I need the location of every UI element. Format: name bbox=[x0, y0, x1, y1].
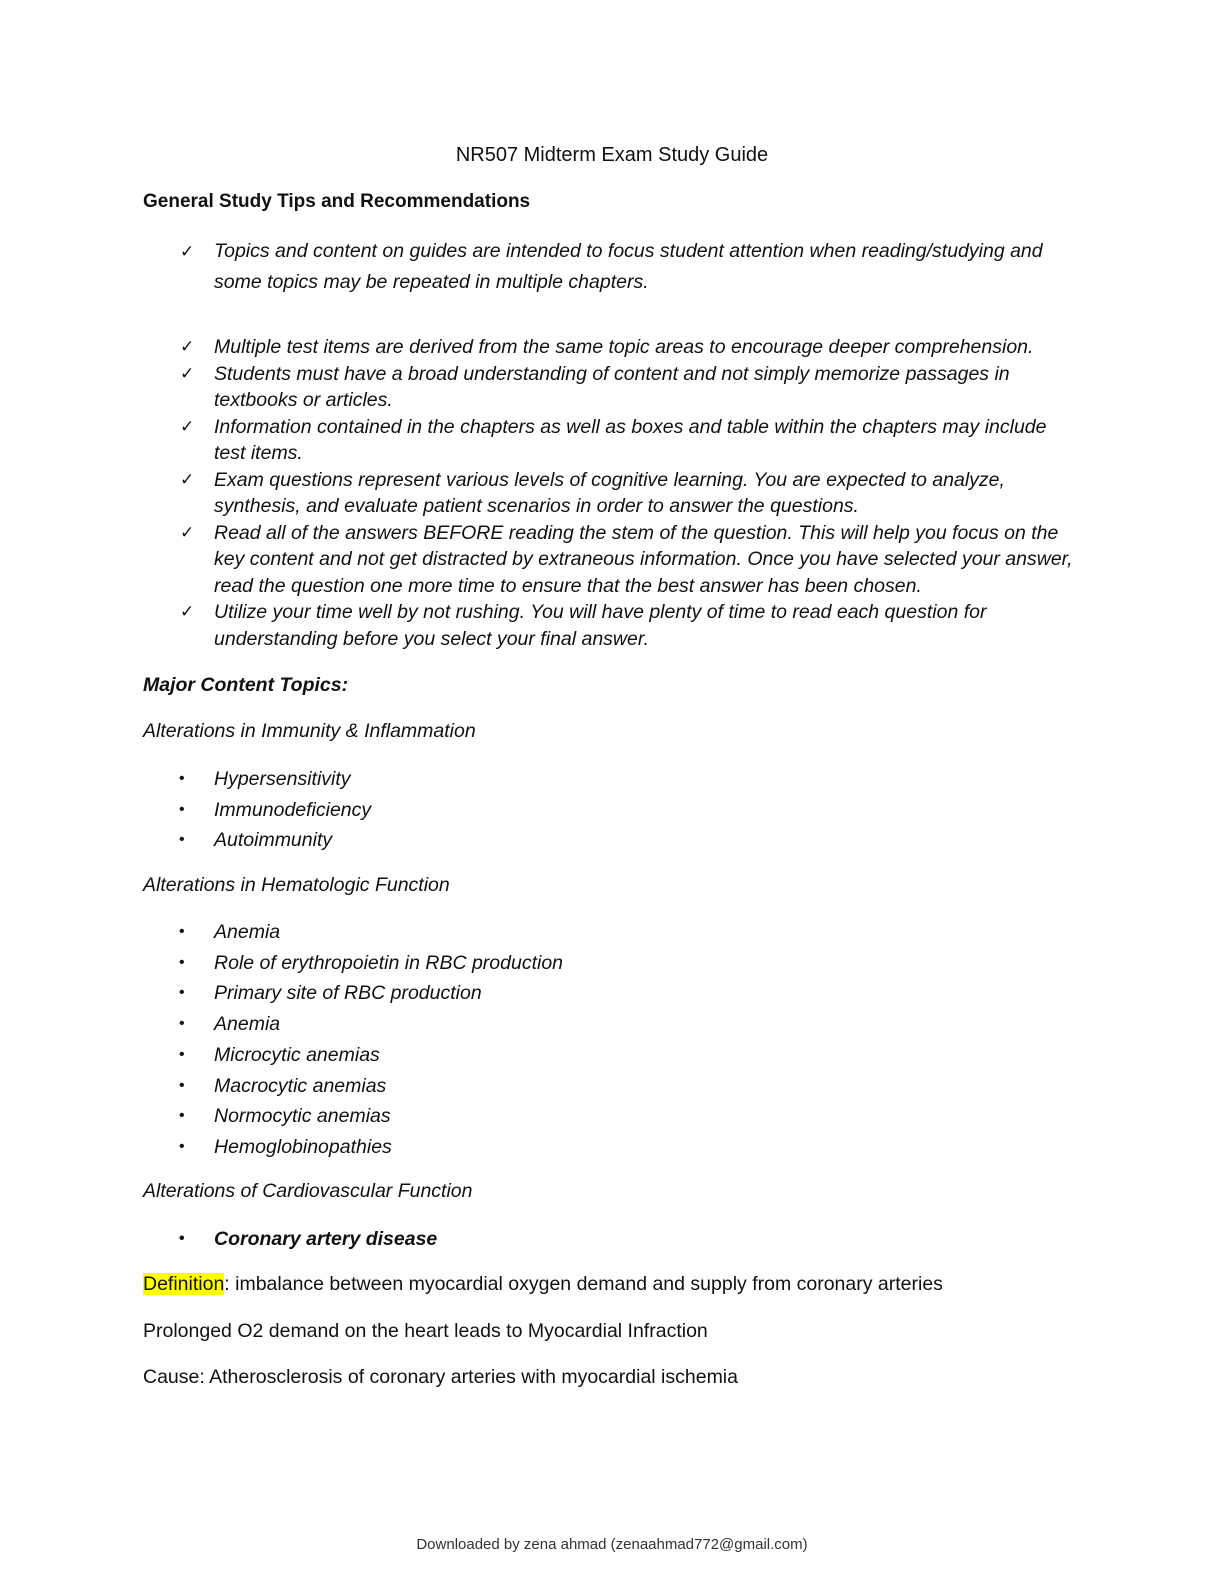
bullet-icon: • bbox=[179, 1015, 185, 1033]
list-item: • Normocytic anemias bbox=[143, 1101, 563, 1132]
bullet-icon: • bbox=[179, 1107, 185, 1125]
general-tips-heading: General Study Tips and Recommendations bbox=[143, 191, 531, 212]
hematologic-list bbox=[143, 917, 563, 1163]
tip-item: ✓ Exam questions represent various levels of cognitive learning. You are expected to analyze, synthesis, and evaluate patient scenarios in order to answer the questions. bbox=[180, 468, 1005, 517]
list-item: • Autoimmunity bbox=[143, 825, 371, 856]
bullet-icon: • bbox=[179, 800, 185, 818]
checkmark-icon: ✓ bbox=[180, 337, 195, 356]
document-title: NR507 Midterm Exam Study Guide bbox=[455, 144, 769, 166]
bullet-icon: • bbox=[179, 1230, 185, 1247]
list-item: • Immunodeficiency bbox=[143, 795, 371, 826]
list-item: • Coronary artery disease bbox=[143, 1224, 437, 1255]
immunity-list bbox=[143, 764, 371, 856]
definition-text: : imbalance between myocardial oxygen demand and supply from coronary arteries bbox=[224, 1273, 943, 1295]
tips-list bbox=[143, 236, 1083, 652]
list-item: • Anemia bbox=[143, 1009, 563, 1040]
list-item: • Hypersensitivity bbox=[143, 764, 371, 795]
list-item: • Microcytic anemias bbox=[143, 1040, 563, 1071]
tip-item: ✓ Topics and content on guides are intended to focus student attention when reading/studying and some topics may be repeated in multiple chapters. bbox=[143, 236, 1083, 298]
list-item: • Anemia bbox=[143, 917, 563, 948]
bullet-icon: • bbox=[179, 1137, 185, 1155]
hematologic-section-heading: Alterations in Hematologic Function bbox=[143, 874, 450, 896]
list-item: • Macrocytic anemias bbox=[143, 1071, 563, 1102]
bullet-icon: • bbox=[179, 923, 185, 940]
tip-item: ✓ Read all of the answers BEFORE reading the stem of the question. This will help you focus on the key content and not get distracted by extraneous information. Once you have selected your answer, read the question one more time to ensure that the best answer has been chosen. bbox=[180, 521, 1073, 597]
checkmark-icon: ✓ bbox=[180, 522, 195, 542]
cardio-section-heading: Alterations of Cardiovascular Function bbox=[143, 1180, 473, 1202]
bullet-icon: • bbox=[179, 1045, 185, 1063]
immunity-section-heading: Alterations in Immunity & Inflammation bbox=[143, 720, 476, 742]
cause-paragraph: Cause: Atherosclerosis of coronary arteries with myocardial ischemia bbox=[143, 1366, 738, 1388]
tip-item: ✓ Students must have a broad understanding of content and not simply memorize passages in textbooks or articles. bbox=[180, 362, 1010, 411]
bullet-icon: • bbox=[179, 1076, 185, 1094]
checkmark-icon: ✓ bbox=[180, 469, 195, 489]
bullet-icon: • bbox=[179, 770, 185, 787]
definition-label: Definition bbox=[143, 1273, 225, 1295]
list-item: • Role of erythropoietin in RBC production bbox=[143, 948, 563, 979]
definition-paragraph bbox=[143, 1273, 943, 1296]
download-footer: Downloaded by zena ahmad (zenaahmad772@gmail.com) bbox=[416, 1536, 808, 1553]
list-item: • Primary site of RBC production bbox=[143, 978, 563, 1009]
bullet-icon: • bbox=[179, 831, 185, 849]
prolonged-demand-paragraph: Prolonged O2 demand on the heart leads to Myocardial Infraction bbox=[143, 1320, 708, 1342]
tip-item: ✓ Utilize your time well by not rushing. You will have plenty of time to read each question for understanding before you select your final answer. bbox=[180, 601, 987, 650]
tip-item: ✓ Multiple test items are derived from the same topic areas to encourage deeper comprehension. bbox=[143, 334, 1083, 361]
tip-item: ✓ Information contained in the chapters as well as boxes and table within the chapters may include test items. bbox=[180, 415, 1047, 464]
checkmark-icon: ✓ bbox=[180, 602, 195, 621]
checkmark-icon: ✓ bbox=[180, 242, 195, 261]
cardio-list bbox=[143, 1224, 437, 1255]
major-topics-heading: Major Content Topics: bbox=[143, 674, 349, 696]
checkmark-icon: ✓ bbox=[180, 416, 195, 436]
checkmark-icon: ✓ bbox=[180, 363, 195, 383]
list-item: • Hemoglobinopathies bbox=[143, 1132, 563, 1163]
bullet-icon: • bbox=[179, 984, 185, 1002]
bullet-icon: • bbox=[179, 953, 185, 971]
